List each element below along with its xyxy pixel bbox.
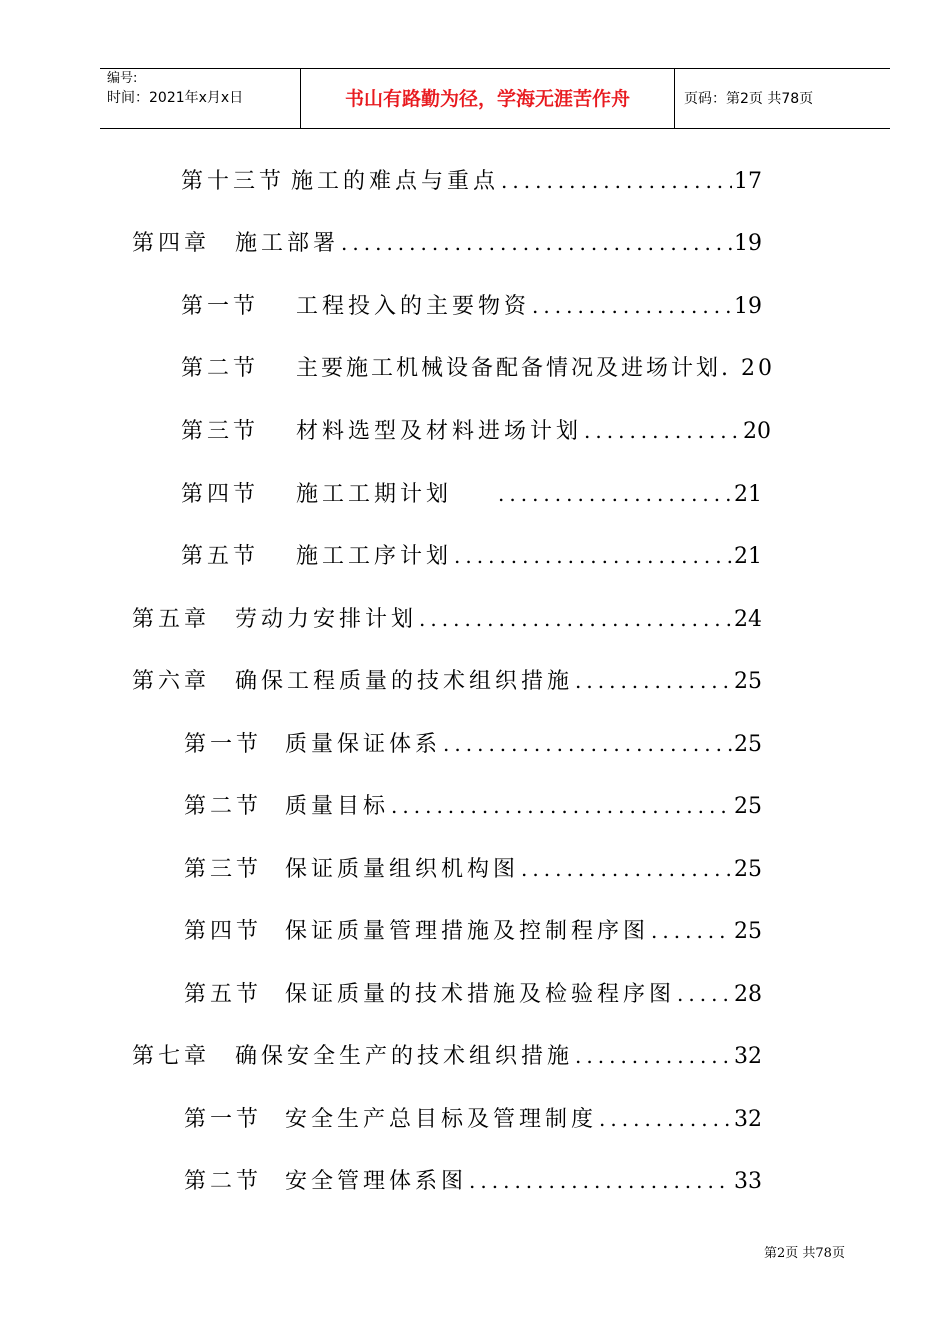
toc-entry-page: 21 [734, 544, 762, 569]
toc-leader-dots [389, 791, 732, 821]
toc-entry-title: 施工的难点与重点 [291, 169, 500, 194]
toc-entry-title: 保证质量管理措施及控制程序图 [285, 919, 650, 944]
toc-leader-dots [452, 541, 732, 571]
toc-entry-title: 保证质量组织机构图 [285, 857, 520, 882]
toc-leader-dots [675, 979, 732, 1009]
toc-leader-dots [597, 1104, 732, 1134]
toc-entry-label: 第四章 [132, 231, 211, 256]
toc-entry-title: 施工部署 [235, 231, 340, 256]
toc-entry-label: 第四节 [181, 482, 260, 507]
toc-leader-dots [582, 416, 741, 446]
toc-leader-dots [530, 291, 732, 321]
toc-entry-page: 19 [734, 231, 762, 256]
toc-entry-label: 第一节 [181, 294, 260, 319]
toc-entry-title: 工程投入的主要物资 [296, 294, 531, 319]
toc-entry-label: 第四节 [184, 919, 263, 944]
toc-entry-section[interactable] [184, 979, 762, 1009]
toc-entry-label: 第三节 [181, 419, 260, 444]
toc-leader-dots [499, 166, 732, 196]
toc-leader-dots [573, 1041, 732, 1071]
toc-leader-dots [417, 604, 732, 634]
toc-leader-dots [496, 479, 732, 509]
toc-entry-title: 质量保证体系 [285, 732, 442, 757]
toc-entry-label: 第二节 [181, 356, 260, 381]
header-meta-cell [100, 69, 301, 128]
toc-entry-page: 32 [734, 1044, 762, 1069]
toc-entry-section[interactable] [181, 416, 771, 446]
toc-entry-title: 安全管理体系图 [285, 1169, 468, 1194]
toc-entry-label: 第五节 [181, 544, 260, 569]
toc-leader-dots [573, 666, 732, 696]
toc-leader-dots [519, 854, 732, 884]
toc-leader-dots [467, 1166, 732, 1196]
toc-leader-dots [339, 228, 732, 258]
page-footer-number: 第2页 共78页 [764, 1246, 845, 1261]
toc-entry-chapter[interactable] [132, 228, 762, 258]
toc-entry-title: 主要施工机械设备配备情况及进场计划. 20 [296, 356, 775, 381]
page-header [100, 68, 890, 129]
toc-entry-section[interactable] [184, 791, 762, 821]
toc-entry-label: 第二节 [184, 794, 263, 819]
toc-entry-section[interactable] [181, 479, 762, 509]
toc-entry-page: 24 [734, 607, 762, 632]
toc-entry-title: 劳动力安排计划 [235, 607, 418, 632]
toc-entry-label: 第一节 [184, 732, 263, 757]
toc-entry-section[interactable] [184, 854, 762, 884]
toc-entry-title: 安全生产总目标及管理制度 [285, 1107, 598, 1132]
document-date: 时间：2021年x月x日 [107, 90, 244, 106]
toc-entry-title: 确保工程质量的技术组织措施 [235, 669, 574, 694]
toc-entry-chapter[interactable] [132, 604, 762, 634]
toc-entry-title: 材料选型及材料进场计划 [296, 419, 583, 444]
toc-entry-title: 保证质量的技术措施及检验程序图 [285, 982, 676, 1007]
toc-entry-page: 28 [734, 982, 762, 1007]
toc-entry-label: 第五章 [132, 607, 211, 632]
toc-entry-label: 第七章 [132, 1044, 211, 1069]
toc-entry-label: 第五节 [184, 982, 263, 1007]
toc-entry-chapter[interactable] [132, 666, 762, 696]
toc-entry-chapter[interactable] [132, 1041, 762, 1071]
toc-entry-section[interactable] [181, 354, 781, 384]
toc-leader-dots [649, 916, 732, 946]
header-page-cell [675, 69, 890, 128]
toc-entry-page: 32 [734, 1107, 762, 1132]
toc-entry-title: 质量目标 [285, 794, 390, 819]
header-motto-cell [301, 69, 675, 128]
toc-entry-label: 第十三节 [181, 169, 286, 194]
toc-entry-page: 25 [734, 669, 762, 694]
toc-entry-title: 确保安全生产的技术组织措施 [235, 1044, 574, 1069]
toc-entry-page: 25 [734, 794, 762, 819]
toc-entry-page: 25 [734, 857, 762, 882]
toc-entry-page: 25 [734, 919, 762, 944]
toc-entry-section[interactable] [181, 541, 762, 571]
header-page-info: 页码：第2页 共78页 [684, 91, 814, 107]
toc-entry-title: 施工工序计划 [296, 544, 453, 569]
toc-entry-page: 17 [734, 169, 762, 194]
toc-entry-page: 33 [734, 1169, 762, 1194]
toc-entry-section[interactable] [184, 1104, 762, 1134]
toc-entry-section[interactable] [184, 916, 762, 946]
toc-leader-dots [441, 729, 732, 759]
toc-entry-section[interactable] [181, 291, 762, 321]
toc-entry-label: 第三节 [184, 857, 263, 882]
header-motto: 书山有路勤为径，学海无涯苦作舟 [344, 88, 630, 110]
toc-entry-page: 25 [734, 732, 762, 757]
toc-entry-page: 20 [743, 419, 771, 444]
toc-entry-label: 第二节 [184, 1169, 263, 1194]
toc-entry-section[interactable] [184, 729, 762, 759]
document-number-label: 编号: [107, 71, 138, 86]
toc-entry-label: 第六章 [132, 669, 211, 694]
toc-entry-section[interactable] [184, 1166, 762, 1196]
toc-entry-title: 施工工期计划 [296, 482, 453, 507]
toc-entry-page: 19 [734, 294, 762, 319]
toc-entry-label: 第一节 [184, 1107, 263, 1132]
toc-entry-page: 21 [734, 482, 762, 507]
toc-entry-section[interactable] [181, 166, 762, 196]
